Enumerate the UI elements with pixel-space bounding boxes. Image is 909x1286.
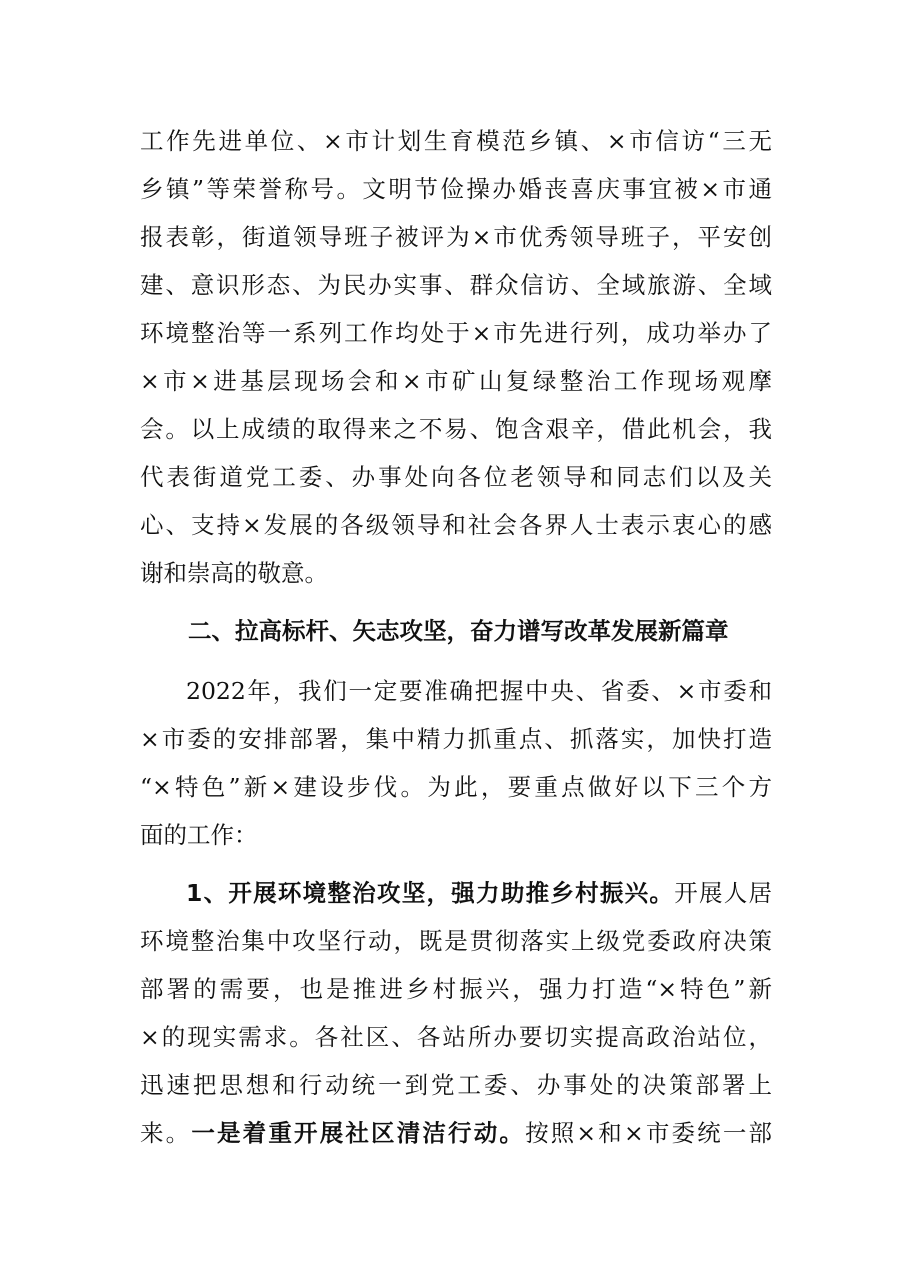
paragraph-line: 部署的需要，也是推进乡村振兴，强力打造“×特色”新 (140, 975, 772, 1003)
paragraph-line: 心、支持×发展的各级领导和社会各界人士表示衷心的感 (140, 511, 772, 539)
paragraph-line: 环境整治集中攻坚行动，既是贯彻落实上级党委政府决策 (140, 927, 772, 955)
paragraph-line: 乡镇”等荣誉称号。文明节俭操办婚丧喜庆事宜被×市通 (140, 175, 772, 203)
paragraph-line: 代表街道党工委、办事处向各位老领导和同志们以及关 (140, 463, 772, 491)
section-heading: 二、拉高标杆、矢志攻坚，奋力谱写改革发展新篇章 (188, 617, 729, 645)
paragraph-line: 工作先进单位、×市计划生育模范乡镇、×市信访“三无 (140, 127, 772, 155)
paragraph-text: 来。 (140, 1119, 192, 1147)
paragraph-text: 按照×和×市委统一部 (525, 1119, 772, 1147)
paragraph-text: 开展人居 (674, 879, 773, 907)
paragraph-line: “×特色”新×建设步伐。为此，要重点做好以下三个方 (140, 773, 772, 801)
paragraph-line: 报表彰，街道领导班子被评为×市优秀领导班子，平安创 (140, 223, 772, 251)
emphasis-bold: 一是着重开展社区清洁行动。 (191, 1119, 526, 1147)
paragraph-lead-line (186, 873, 772, 913)
paragraph-line: 会。以上成绩的取得来之不易、饱含艰辛，借此机会，我 (140, 415, 772, 443)
paragraph-line: ×市委的安排部署，集中精力抓重点、抓落实，加快打造 (140, 725, 772, 753)
paragraph-line-mixed (140, 1113, 772, 1153)
paragraph-line: ×的现实需求。各社区、各站所办要切实提高政治站位， (140, 1023, 772, 1051)
paragraph-line: 谢和崇高的敬意。 (140, 559, 328, 587)
paragraph-line: 环境整治等一系列工作均处于×市先进行列，成功举办了 (140, 319, 772, 347)
paragraph-line: 建、意识形态、为民办实事、群众信访、全域旅游、全域 (140, 271, 772, 299)
paragraph-line: 面的工作： (140, 821, 258, 849)
paragraph-line: 迅速把思想和行动统一到党工委、办事处的决策部署上 (140, 1071, 772, 1099)
paragraph-line: 2022年，我们一定要准确把握中央、省委、×市委和 (186, 677, 772, 705)
paragraph-line: ×市×进基层现场会和×市矿山复绿整治工作现场观摩 (140, 367, 772, 395)
subheading-bold: 1、开展环境整治攻坚，强力助推乡村振兴。 (186, 879, 675, 907)
